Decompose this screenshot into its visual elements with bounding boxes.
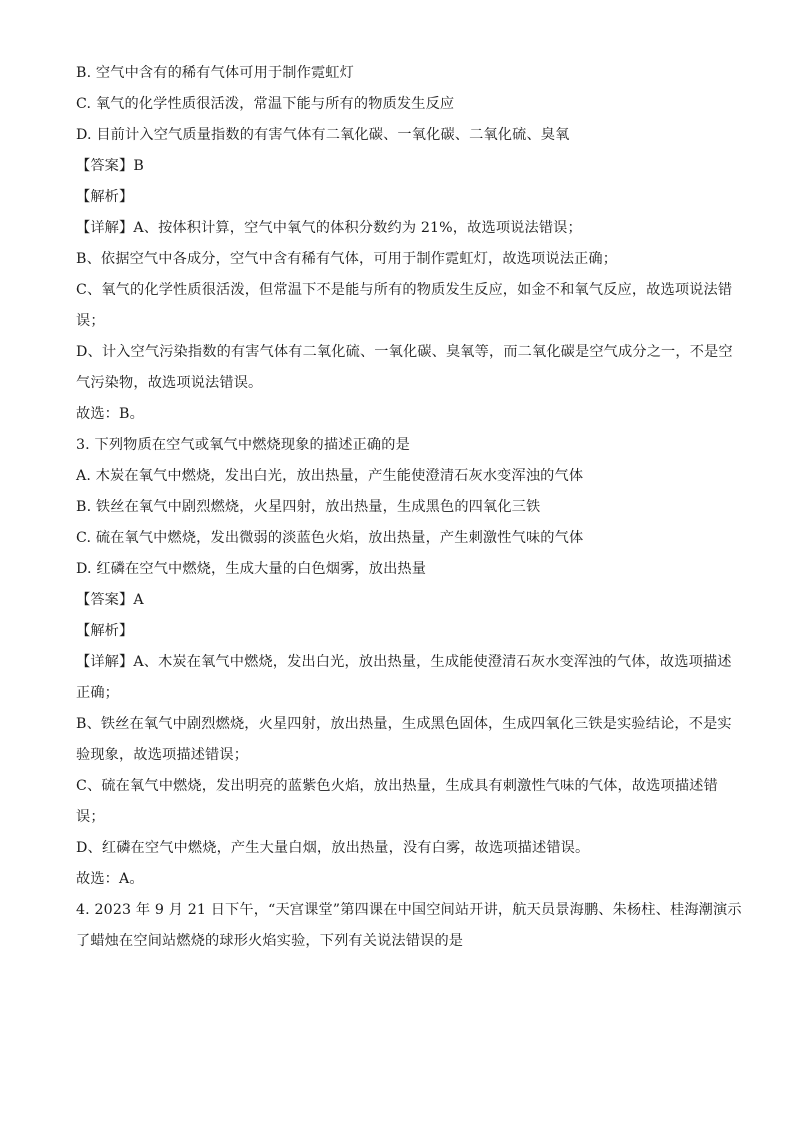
document-body (76, 58, 742, 957)
explanation-line: 误； (76, 313, 105, 329)
analysis-label: 【解析】 (76, 623, 134, 639)
question-3-option-b: B. 铁丝在氧气中剧烈燃烧，火星四射，放出热量，生成黑色的四氧化三铁 (76, 499, 541, 515)
explanation-line: 【详解】A、按体积计算，空气中氧气的体积分数约为 21%，故选项说法错误； (76, 220, 582, 236)
answer-label: 【答案】B (76, 158, 144, 174)
explanation-line: B、铁丝在氧气中剧烈燃烧，火星四射，放出热量，生成黑色固体，生成四氧化三铁是实验结论，不是实 (76, 716, 732, 732)
explanation-line: D、计入空气污染指数的有害气体有二氧化硫、一氧化碳、臭氧等，而二氧化碳是空气成分之一，不是空 (76, 344, 733, 360)
explanation-line: 正确； (76, 685, 120, 701)
answer-label: 【答案】A (76, 592, 144, 608)
question-4-stem: 了蜡烛在空间站燃烧的球形火焰实验，下列有关说法错误的是 (76, 933, 464, 949)
explanation-line: D、红磷在空气中燃烧，产生大量白烟，放出热量，没有白雾，故选项描述错误。 (76, 840, 590, 856)
question-3-option-c: C. 硫在氧气中燃烧，发出微弱的淡蓝色火焰，放出热量，产生刺激性气味的气体 (76, 530, 584, 546)
option-b-line: B. 空气中含有的稀有气体可用于制作霓虹灯 (76, 65, 354, 81)
explanation-line: C、氧气的化学性质很活泼，但常温下不是能与所有的物质发生反应，如金不和氧气反应，故选项说法错 (76, 282, 733, 298)
question-3-option-a: A. 木炭在氧气中燃烧，发出白光，放出热量，产生能使澄清石灰水变浑浊的气体 (76, 468, 584, 484)
question-4-stem: 4. 2023 年 9 月 21 日下午，“天宫课堂”第四课在中国空间站开讲，航天员景海鹏、朱杨柱、桂海潮演示 (76, 902, 742, 918)
selection-line: 故选：A。 (76, 871, 144, 887)
selection-line: 故选：B。 (76, 406, 144, 422)
explanation-line: C、硫在氧气中燃烧，发出明亮的蓝紫色火焰，放出热量，生成具有刺激性气味的气体，故选项描述错 (76, 778, 718, 794)
explanation-line: 误； (76, 809, 105, 825)
explanation-line: 气污染物，故选项说法错误。 (76, 375, 263, 391)
explanation-line: 【详解】A、木炭在氧气中燃烧，发出白光，放出热量，生成能使澄清石灰水变浑浊的气体，故选项描述 (76, 654, 732, 670)
option-d-line: D. 目前计入空气质量指数的有害气体有二氧化碳、一氧化碳、二氧化硫、臭氧 (76, 127, 570, 143)
option-c-line: C. 氧气的化学性质很活泼，常温下能与所有的物质发生反应 (76, 96, 455, 112)
question-3-option-d: D. 红磷在空气中燃烧，生成大量的白色烟雾，放出热量 (76, 561, 427, 577)
analysis-label: 【解析】 (76, 189, 134, 205)
explanation-line: 验现象，故选项描述错误； (76, 747, 249, 763)
explanation-line: B、依据空气中各成分，空气中含有稀有气体，可用于制作霓虹灯，故选项说法正确； (76, 251, 618, 267)
question-3-stem: 3. 下列物质在空气或氧气中燃烧现象的描述正确的是 (76, 437, 410, 453)
